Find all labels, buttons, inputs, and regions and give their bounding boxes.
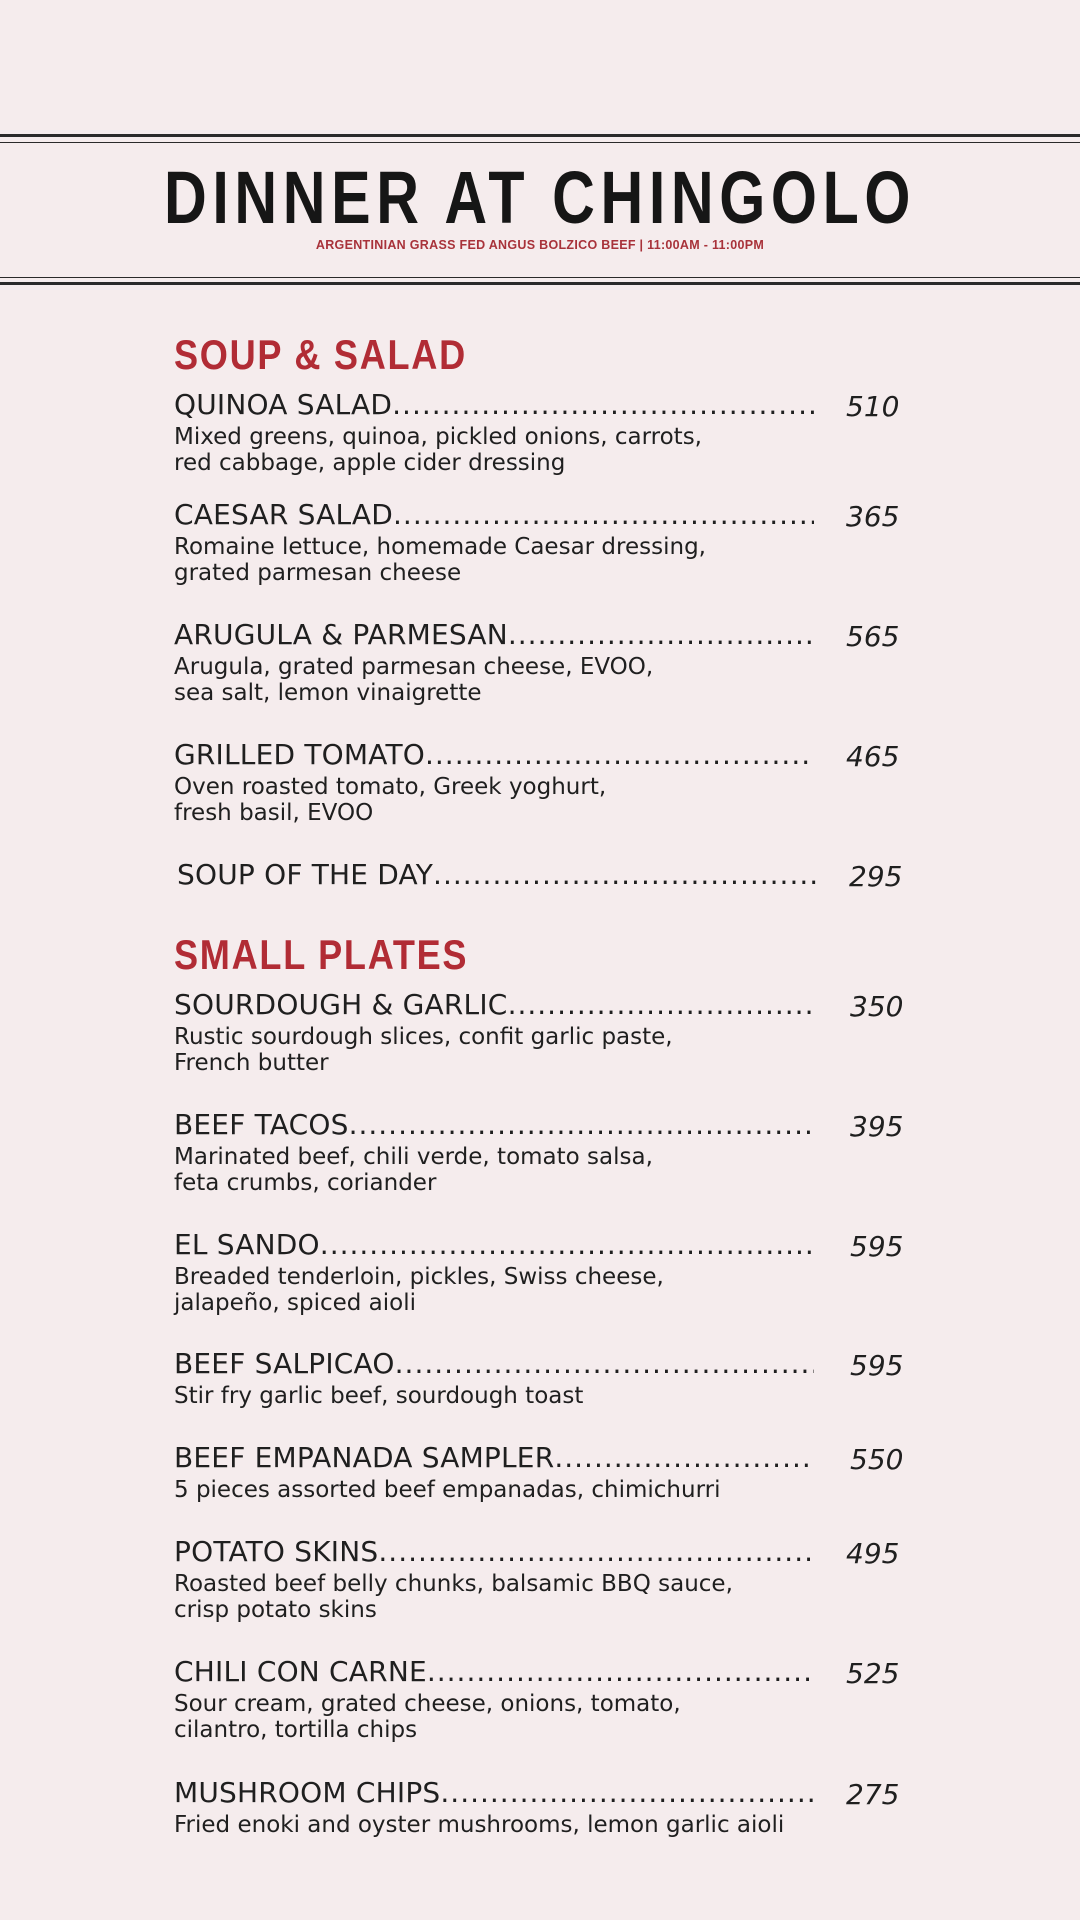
description-line: feta crumbs, coriander (174, 1170, 437, 1196)
page-subtitle: ARGENTINIAN GRASS FED ANGUS BOLZICO BEEF | 11:00AM - 11:00PM (315, 238, 765, 252)
menu-item-name: EL SANDO ..... (174, 1228, 814, 1262)
menu-item-price: 275 (846, 1778, 900, 1811)
menu-item (174, 738, 914, 826)
menu-item-name: CHILI CON CARNE ..... (174, 1655, 814, 1689)
menu-item (174, 498, 914, 586)
menu-item-name: MUSHROOM CHIPS ..... (174, 1776, 814, 1810)
description-line: sea salt, lemon vinaigrette (174, 680, 482, 706)
menu-item-name: BEEF SALPICAO ..... (174, 1347, 814, 1381)
description-line: fresh basil, EVOO (174, 800, 374, 826)
description-line: cilantro, tortilla chips (174, 1717, 418, 1743)
menu-item-description (174, 424, 874, 476)
menu-item-price: 595 (850, 1349, 904, 1382)
menu-item-description (174, 1691, 874, 1743)
menu-item (174, 1108, 914, 1196)
description-line: jalapeño, spiced aioli (174, 1290, 417, 1316)
menu-item (174, 1776, 914, 1838)
menu-item-name: BEEF EMPANADA SAMPLER ..... (174, 1441, 814, 1475)
header-rule-bottom-outer (0, 282, 1080, 285)
menu-item-name: SOURDOUGH & GARLIC ..... (174, 988, 814, 1022)
header-rule-top-outer (0, 134, 1080, 137)
menu-item (174, 1228, 914, 1316)
description-line: Mixed greens, quinoa, pickled onions, carrots, (174, 424, 702, 450)
menu-item-price: 465 (846, 740, 900, 773)
menu-item-name: GRILLED TOMATO ..... (174, 738, 814, 772)
menu-item (174, 1441, 914, 1503)
menu-item-description (174, 774, 874, 826)
menu-item (174, 988, 914, 1076)
menu-item-price: 550 (850, 1443, 904, 1476)
section-title-small-plates: SMALL PLATES (174, 931, 469, 978)
menu-item-description (174, 1812, 934, 1838)
description-line: French butter (174, 1050, 329, 1076)
menu-item-name: SOUP OF THE DAY ..... (177, 858, 817, 892)
description-line: Roasted beef belly chunks, balsamic BBQ sauce, (174, 1571, 733, 1597)
menu-item-price: 350 (850, 990, 904, 1023)
description-line: Rustic sourdough slices, confit garlic paste, (174, 1024, 673, 1050)
menu-item-description (174, 1264, 874, 1316)
menu-item-name: POTATO SKINS ..... (174, 1535, 814, 1569)
description-line: red cabbage, apple cider dressing (174, 450, 566, 476)
header-rule-bottom-inner (0, 277, 1080, 278)
menu-item-price: 365 (846, 500, 900, 533)
menu-item-price: 525 (846, 1657, 900, 1690)
description-line: 5 pieces assorted beef empanadas, chimichurri (174, 1477, 721, 1503)
menu-item-price: 510 (846, 390, 900, 423)
menu-item-name: ARUGULA & PARMESAN ..... (174, 618, 814, 652)
header-rule-top-inner (0, 142, 1080, 143)
description-line: Marinated beef, chili verde, tomato salsa, (174, 1144, 653, 1170)
menu-item-description (174, 1477, 874, 1503)
menu-item-name: BEEF TACOS ..... (174, 1108, 814, 1142)
menu-item (174, 1655, 914, 1743)
menu-item-price: 495 (846, 1537, 900, 1570)
menu-item-description (174, 1144, 874, 1196)
section-title-soup-salad: SOUP & SALAD (174, 331, 467, 378)
menu-item (174, 1535, 914, 1623)
description-line: Stir fry garlic beef, sourdough toast (174, 1383, 584, 1409)
menu-item-description (174, 654, 874, 706)
menu-item-price: 565 (846, 620, 900, 653)
page-title: DINNER AT CHINGOLO (164, 156, 916, 239)
menu-item-price: 595 (850, 1230, 904, 1263)
description-line: grated parmesan cheese (174, 560, 462, 586)
menu-item-description (174, 1024, 874, 1076)
menu-item (177, 858, 917, 894)
menu-item (174, 1347, 914, 1409)
description-line: Sour cream, grated cheese, onions, tomato, (174, 1691, 681, 1717)
menu-item-description (174, 1571, 874, 1623)
menu-item-name: QUINOA SALAD ..... (174, 388, 814, 422)
menu-item-price: 295 (849, 860, 903, 893)
description-line: Oven roasted tomato, Greek yoghurt, (174, 774, 607, 800)
description-line: Breaded tenderloin, pickles, Swiss cheese, (174, 1264, 664, 1290)
description-line: crisp potato skins (174, 1597, 377, 1623)
menu-item-price: 395 (850, 1110, 904, 1143)
menu-item (174, 618, 914, 706)
menu-item-description (174, 534, 874, 586)
menu-item-description (174, 1383, 874, 1409)
menu-item (174, 388, 914, 476)
description-line: Arugula, grated parmesan cheese, EVOO, (174, 654, 654, 680)
description-line: Fried enoki and oyster mushrooms, lemon garlic aioli (174, 1812, 785, 1838)
description-line: Romaine lettuce, homemade Caesar dressing, (174, 534, 706, 560)
menu-item-name: CAESAR SALAD ..... (174, 498, 814, 532)
